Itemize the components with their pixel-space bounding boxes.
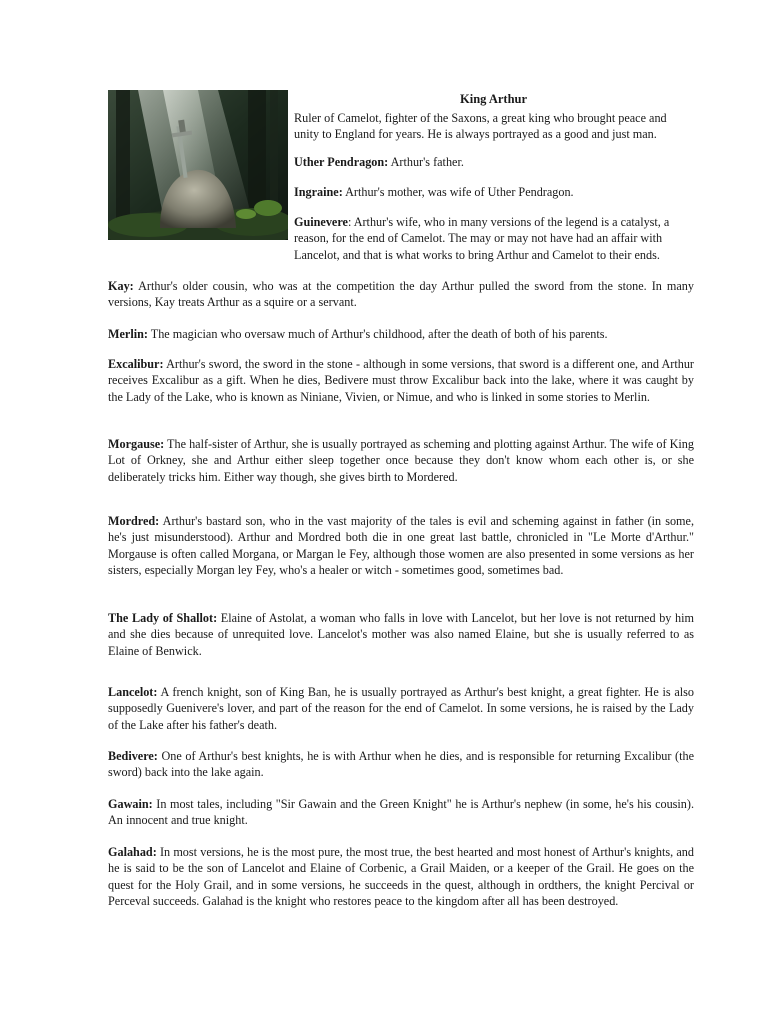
entry-gawain: [108, 796, 694, 829]
entry-term: Mordred:: [108, 514, 160, 528]
entry-term: Gawain:: [108, 797, 153, 811]
entry-term: Morgause:: [108, 437, 165, 451]
entry-galahad: [108, 844, 694, 909]
entry-text: Arthur's father.: [388, 155, 464, 169]
entry-text: In most tales, including "Sir Gawain and the Green Knight" he is Arthur's nephew (in some, he's his cousin). An innocent and true knight.: [108, 797, 694, 828]
entry-text: Arthur's older cousin, who was at the competition the day Arthur pulled the sword from the stone. In many versions, Kay treats Arthur as a squire or a servant.: [108, 279, 694, 310]
entry-term: The Lady of Shallot:: [108, 611, 218, 625]
entry-text: The magician who oversaw much of Arthur's childhood, after the death of both of his parents.: [147, 327, 608, 341]
entry-term: Bedivere:: [108, 749, 158, 763]
entry-guinevere-top: [294, 214, 694, 263]
entry-term: Merlin:: [108, 327, 148, 341]
entry-text: Arthur's sword, the sword in the stone - although in some versions, that sword is a different one, and Arthur receives Excalibur as a gift. When he dies, Bedivere must throw Excalibur back into the lake, where it was caught by the Lady of the Lake, who is known as Niniane, Vivien, or Nimue, and who is linked in some stories to Merlin.: [108, 357, 694, 404]
entry-uther-pendragon: [294, 154, 694, 170]
entry-morgause: [108, 436, 694, 485]
entry-term: Galahad:: [108, 845, 157, 859]
entry-term: Kay:: [108, 279, 134, 293]
entry-text: A french knight, son of King Ban, he is usually portrayed as Arthur's best knight, a great fighter. He is also supposedly Guenivere's lover, and part of the reason for the end of Camelot. In some versions, he is raised by the Lady of the Lake after his father's death.: [108, 685, 694, 732]
sword-in-stone-image: [108, 90, 288, 240]
entry-term: Guinevere: [294, 215, 348, 229]
entry-text: The half-sister of Arthur, she is usually portrayed as scheming and plotting against Arthur. The wife of King Lot of Orkney, she and Arthur either sleep together once because they don't know whom each other is, or she deliberately tricks him. Either way though, she gives birth to Mordered.: [108, 437, 694, 484]
entry-excalibur: [108, 356, 694, 405]
entry-text: Arthur's bastard son, who in the vast majority of the tales is evil and scheming against in father (in some, he's just misunderstood). Arthur and Mordred both die in one great last battle, chronicled in "Le Morte d'Arthur." Morgause is often called Morgana, or Margan le Fey, although those women are also presented in some versions as her sisters, especially Morgan ley Fey, who's a healer or witch - sometimes good, sometimes bad.: [108, 514, 694, 577]
entry-lady-of-shallot: [108, 610, 694, 659]
entry-merlin: [108, 326, 694, 342]
entry-text: One of Arthur's best knights, he is with Arthur when he dies, and is responsible for returning Excalibur (the sword) back into the lake again.: [108, 749, 694, 780]
document-title: King Arthur: [460, 92, 528, 106]
entry-bedivere: [108, 748, 694, 781]
entry-text: In most versions, he is the most pure, the most true, the best hearted and most honest of Arthur's knights, and he is said to be the son of Lancelot and Elaine of Corbenic, a Grail Maiden, or a keeper of the Grail. He goes on the quest for the Holy Grail, and in some versions, he succeeds in the quest, although in ordthers, the knight Percival or Perceval succeeds. Galahad is the knight who restores peace to the kingdom after all has been destroyed.: [108, 845, 694, 908]
entry-lancelot: [108, 684, 694, 733]
entry-mordred: [108, 513, 694, 578]
entry-text: Arthur's mother, was wife of Uther Pendragon.: [342, 185, 574, 199]
entry-kay: [108, 278, 694, 311]
entry-term: Excalibur:: [108, 357, 164, 371]
entry-text: : Arthur's wife, who in many versions of the legend is a catalyst, a reason, for the end of Camelot. The may or may not have had an affair with Lancelot, and that is what works to bring Arthur and Camelot to their ends.: [294, 215, 670, 262]
intro-paragraph: Ruler of Camelot, fighter of the Saxons, a great king who brought peace and unity to England for years. He is always portrayed as a good and just man.: [294, 111, 667, 142]
entry-term: Ingraine:: [294, 185, 343, 199]
entry-term: Uther Pendragon:: [294, 155, 389, 169]
entry-term: Lancelot:: [108, 685, 158, 699]
entry-text: Elaine of Astolat, a woman who falls in love with Lancelot, but her love is not returned by him and she dies because of unrequited love. Lancelot's mother was also named Elaine, but she is usually referred to as Elaine of Benwick.: [108, 611, 694, 658]
entry-ingraine: [294, 184, 694, 200]
